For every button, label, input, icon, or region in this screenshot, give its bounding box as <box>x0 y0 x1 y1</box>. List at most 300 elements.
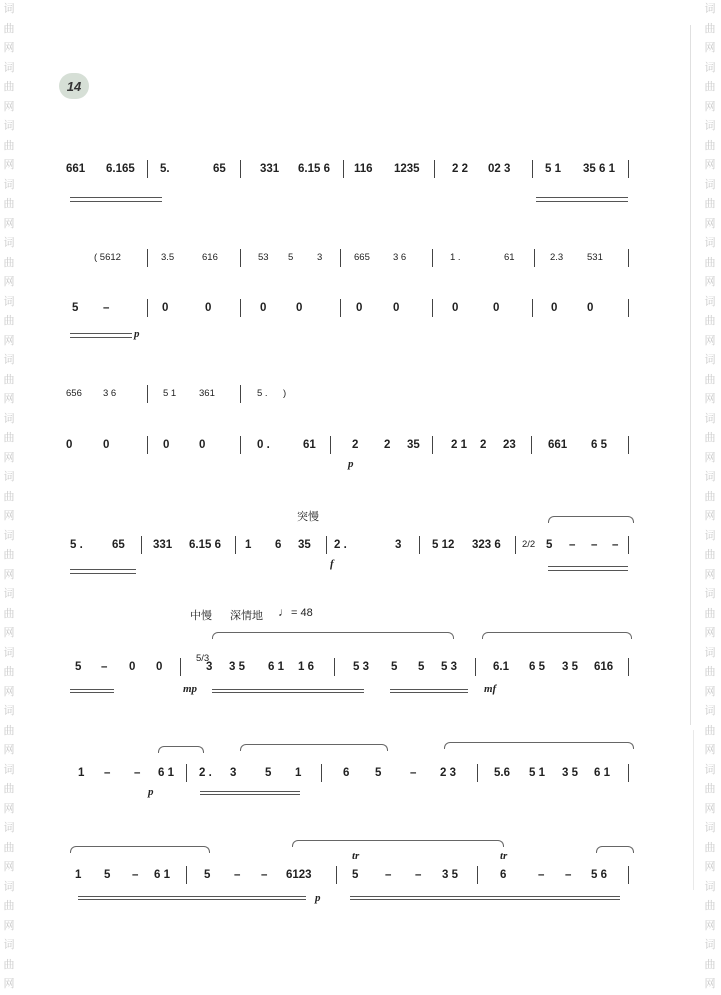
watermark-char: 词 <box>704 471 716 483</box>
note-group: 65 <box>112 539 125 551</box>
note-group: 656 <box>66 388 82 399</box>
barline <box>475 658 476 676</box>
note-group: 3 <box>317 252 323 263</box>
barline <box>186 866 187 884</box>
watermark-char: 词 <box>704 354 716 366</box>
tempo-mark: = 48 <box>291 607 313 619</box>
watermark-char: 网 <box>3 802 15 815</box>
note-group: 1235 <box>394 163 420 175</box>
watermark-char: 网 <box>3 744 15 756</box>
barline <box>326 536 327 554</box>
watermark-char: 曲 <box>3 139 15 152</box>
note-group: 61 <box>303 439 316 451</box>
slur <box>548 516 634 523</box>
barline <box>336 866 337 884</box>
watermark-char: 曲 <box>3 666 15 678</box>
slur <box>158 746 204 753</box>
note-group: 61 <box>504 252 515 263</box>
watermark-char: 曲 <box>704 315 716 327</box>
note-group: 3 5 <box>442 869 458 881</box>
watermark-char: 词 <box>3 61 15 74</box>
watermark-char: 曲 <box>3 315 15 327</box>
watermark-char: 网 <box>704 510 716 522</box>
note-group: ( 5612 <box>94 252 121 263</box>
watermark-char: 曲 <box>3 22 15 35</box>
note-group: 5 <box>418 661 425 673</box>
watermark-char: 网 <box>704 451 716 464</box>
hairpin <box>200 794 300 795</box>
note-group: 0 <box>452 302 459 314</box>
note-group: 02 3 <box>488 163 511 175</box>
score-line-2-accompaniment <box>0 249 690 267</box>
note-group: 0 <box>163 439 170 451</box>
barline <box>240 385 241 403</box>
barline <box>534 249 535 267</box>
hairpin <box>70 337 132 338</box>
watermark-char: 词 <box>704 822 716 834</box>
barline <box>147 436 148 454</box>
note-group: 0 <box>129 661 136 673</box>
watermark-char: 网 <box>704 42 716 54</box>
note-group: 6 1 <box>594 767 610 779</box>
barline <box>432 249 433 267</box>
slur <box>482 632 632 639</box>
score-line-3-main <box>0 436 690 454</box>
note-group: ) <box>283 388 287 399</box>
barline <box>515 536 516 554</box>
note-group: – <box>261 869 268 881</box>
watermark-char: 词 <box>704 646 716 659</box>
slur <box>70 846 210 853</box>
watermark-char: 网 <box>704 802 716 815</box>
watermark-char: 曲 <box>704 81 716 93</box>
note-group: 331 <box>153 539 173 551</box>
watermark-char: 词 <box>3 880 15 893</box>
note-group: 6.15 6 <box>298 163 330 175</box>
note-group: 6123 <box>286 869 312 881</box>
note-group: 5 12 <box>432 539 455 551</box>
tempo-expression: 深情地 <box>230 610 263 622</box>
slur <box>444 742 634 749</box>
note-group: 616 <box>202 252 218 263</box>
watermark-char: 曲 <box>704 139 716 152</box>
watermark-char: 网 <box>3 978 15 990</box>
note-group: 6.165 <box>106 163 135 175</box>
barline <box>147 385 148 403</box>
watermark-char: 曲 <box>3 198 15 210</box>
slur <box>240 744 388 751</box>
watermark-char: 网 <box>3 334 15 347</box>
barline <box>235 536 236 554</box>
watermark-char: 词 <box>704 3 716 15</box>
watermark-left <box>2 0 16 995</box>
note-group: 5 <box>265 767 272 779</box>
note-group: – <box>234 869 241 881</box>
watermark-char: 网 <box>704 568 716 581</box>
hairpin <box>390 692 468 693</box>
note-group: 2 . <box>334 539 347 551</box>
note-group: 5 . <box>70 539 83 551</box>
barline <box>434 160 435 178</box>
note-group: 2 <box>384 439 391 451</box>
watermark-char: 曲 <box>3 256 15 269</box>
note-group: – <box>103 302 110 314</box>
note-group: – <box>410 767 417 779</box>
watermark-char: 词 <box>3 529 15 542</box>
watermark-char: 词 <box>3 237 15 249</box>
watermark-char: 词 <box>704 939 716 951</box>
note-group: 5 1 <box>545 163 561 175</box>
watermark-char: 词 <box>704 237 716 249</box>
note-group: 6 <box>275 539 282 551</box>
watermark-char: 曲 <box>3 900 15 912</box>
note-group: 6 <box>343 767 350 779</box>
watermark-char: 曲 <box>704 666 716 678</box>
hairpin <box>70 201 162 202</box>
note-group: 23 <box>503 439 516 451</box>
watermark-char: 曲 <box>704 841 716 854</box>
watermark-char: 词 <box>3 178 15 191</box>
note-group: 5 <box>104 869 111 881</box>
watermark-char: 网 <box>704 217 716 230</box>
barline <box>180 658 181 676</box>
dynamic-mark: mp <box>183 683 198 695</box>
watermark-char: 网 <box>704 861 716 873</box>
note-group: 5 . <box>257 388 268 399</box>
note-group: 3 5 <box>562 661 578 673</box>
hairpin <box>78 896 306 897</box>
watermark-char: 词 <box>3 705 15 717</box>
barline <box>343 160 344 178</box>
barline <box>330 436 331 454</box>
watermark-char: 词 <box>3 646 15 659</box>
watermark-char: 网 <box>3 276 15 288</box>
watermark-right <box>703 0 717 995</box>
note-group: 3.5 <box>161 252 175 263</box>
trill-mark: tr <box>352 850 360 862</box>
watermark-char: 曲 <box>704 432 716 444</box>
hairpin <box>70 573 136 574</box>
quarter-note-icon: ♩ <box>278 605 290 619</box>
tempo-expression: 中慢 <box>190 610 212 622</box>
dynamic-mark: p <box>315 892 321 904</box>
barline <box>628 436 629 454</box>
hairpin <box>200 791 300 792</box>
note-group: 1 <box>245 539 252 551</box>
watermark-char: 曲 <box>3 783 15 795</box>
note-group: 5 6 <box>591 869 607 881</box>
note-group: 661 <box>66 163 86 175</box>
note-group: 1 <box>78 767 85 779</box>
watermark-char: 网 <box>3 919 15 932</box>
score-line-7 <box>0 866 690 884</box>
note-group: 5 <box>375 767 382 779</box>
watermark-char: 网 <box>704 919 716 932</box>
watermark-char: 网 <box>3 393 15 405</box>
note-group: 531 <box>587 252 603 263</box>
watermark-char: 词 <box>704 529 716 542</box>
note-group: 116 <box>354 163 373 175</box>
watermark-char: 词 <box>3 120 15 132</box>
hairpin <box>350 899 620 900</box>
note-group: 0 <box>205 302 212 314</box>
note-group: – <box>591 539 598 551</box>
trill-mark: tr <box>500 850 508 862</box>
watermark-char: 词 <box>704 178 716 191</box>
barline <box>432 299 433 317</box>
barline <box>419 536 420 554</box>
note-group: 665 <box>354 252 370 263</box>
watermark-char: 词 <box>3 588 15 600</box>
note-group: 5. <box>160 163 170 175</box>
note-group: 5 <box>204 869 211 881</box>
note-group: 6 5 <box>591 439 607 451</box>
note-group: – <box>565 869 572 881</box>
note-group: – <box>101 661 108 673</box>
watermark-char: 曲 <box>3 841 15 854</box>
watermark-char: 曲 <box>3 607 15 620</box>
watermark-char: 曲 <box>3 724 15 737</box>
note-group: 5 1 <box>529 767 545 779</box>
barline <box>147 249 148 267</box>
note-group: 3 6 <box>103 388 117 399</box>
hairpin <box>70 333 132 334</box>
score-line-5 <box>0 653 690 676</box>
watermark-char: 词 <box>3 3 15 15</box>
barline <box>147 160 148 178</box>
note-group: 6 5 <box>529 661 545 673</box>
note-group: 2 . <box>199 767 212 779</box>
watermark-char: 网 <box>3 451 15 464</box>
barline <box>477 764 478 782</box>
note-group: 5 3 <box>441 661 457 673</box>
watermark-char: 网 <box>3 685 15 698</box>
note-group: 1 . <box>450 252 461 263</box>
note-group: 2 <box>480 439 487 451</box>
note-group: – <box>385 869 392 881</box>
watermark-char: 网 <box>3 100 15 113</box>
barline <box>628 764 629 782</box>
note-group: 3 6 <box>393 252 407 263</box>
slur <box>596 846 634 853</box>
note-group: 361 <box>199 388 215 399</box>
barline <box>321 764 322 782</box>
hairpin <box>78 899 306 900</box>
watermark-char: 网 <box>704 978 716 990</box>
barline <box>531 436 532 454</box>
watermark-char: 曲 <box>704 783 716 795</box>
note-group: 3 5 <box>229 661 245 673</box>
watermark-char: 曲 <box>3 549 15 561</box>
note-group: 0 <box>156 661 163 673</box>
barline <box>628 658 629 676</box>
note-group: 6 1 <box>154 869 170 881</box>
note-group: 3 <box>395 539 402 551</box>
dynamic-mark: f <box>330 558 334 570</box>
watermark-char: 词 <box>3 471 15 483</box>
grace-note: 5/3 <box>196 653 210 664</box>
note-group: – <box>612 539 619 551</box>
note-group: 661 <box>548 439 568 451</box>
watermark-char: 曲 <box>3 81 15 93</box>
note-group: 35 <box>407 439 420 451</box>
note-group: 0 <box>493 302 500 314</box>
hairpin <box>536 197 628 198</box>
note-group: 3 <box>230 767 237 779</box>
hairpin <box>548 566 628 567</box>
watermark-char: 网 <box>3 627 15 639</box>
hairpin <box>390 689 468 690</box>
watermark-char: 网 <box>3 217 15 230</box>
note-group: 65 <box>213 163 226 175</box>
score-line-6 <box>0 764 690 782</box>
note-group: 6 1 <box>268 661 284 673</box>
watermark-char: 词 <box>3 939 15 951</box>
slur <box>292 840 504 847</box>
barline <box>432 436 433 454</box>
tempo-sudden-slow: 突慢 <box>297 511 319 523</box>
score-line-4 <box>0 536 690 554</box>
note-group: 5 1 <box>163 388 177 399</box>
note-group: 5 <box>352 869 359 881</box>
page-number-badge: 14 <box>59 73 89 99</box>
barline <box>628 249 629 267</box>
watermark-char: 曲 <box>704 22 716 35</box>
note-group: 0 <box>66 439 73 451</box>
watermark-char: 网 <box>704 685 716 698</box>
note-group: – <box>132 869 139 881</box>
watermark-char: 词 <box>704 412 716 425</box>
watermark-char: 网 <box>704 276 716 288</box>
watermark-char: 词 <box>3 295 15 308</box>
watermark-char: 词 <box>704 880 716 893</box>
barline <box>532 160 533 178</box>
note-group: – <box>538 869 545 881</box>
note-group: 5 <box>546 539 553 551</box>
hairpin <box>70 197 162 198</box>
note-group: – <box>569 539 576 551</box>
note-group: 1 <box>295 767 302 779</box>
note-group: 0 <box>296 302 303 314</box>
note-group: 0 <box>199 439 206 451</box>
watermark-char: 网 <box>704 159 716 171</box>
note-group: 616 <box>594 661 614 673</box>
barline <box>628 536 629 554</box>
barline <box>147 299 148 317</box>
note-group: 2 <box>352 439 359 451</box>
note-group: – <box>415 869 422 881</box>
note-group: 0 <box>356 302 363 314</box>
watermark-char: 网 <box>704 334 716 347</box>
watermark-char: 曲 <box>704 724 716 737</box>
watermark-char: 网 <box>704 744 716 756</box>
watermark-char: 曲 <box>704 549 716 561</box>
watermark-char: 词 <box>704 588 716 600</box>
watermark-char: 词 <box>704 705 716 717</box>
watermark-char: 曲 <box>704 607 716 620</box>
note-group: 3 <box>206 661 213 673</box>
watermark-char: 网 <box>3 42 15 54</box>
watermark-char: 词 <box>704 61 716 74</box>
barline <box>334 658 335 676</box>
note-group: 0 . <box>257 439 270 451</box>
note-group: 6 1 <box>158 767 174 779</box>
watermark-char: 曲 <box>704 198 716 210</box>
watermark-char: 曲 <box>704 900 716 912</box>
watermark-char: 曲 <box>3 490 15 503</box>
hairpin <box>70 689 114 690</box>
page-edge-line <box>693 730 694 890</box>
watermark-char: 曲 <box>704 373 716 386</box>
note-group: 2 2 <box>452 163 468 175</box>
watermark-char: 曲 <box>3 373 15 386</box>
hairpin <box>212 692 364 693</box>
watermark-char: 词 <box>3 412 15 425</box>
watermark-char: 曲 <box>704 256 716 269</box>
barline <box>532 299 533 317</box>
barline <box>477 866 478 884</box>
note-group: 6.15 6 <box>189 539 221 551</box>
barline <box>628 160 629 178</box>
dynamic-mark: p <box>348 458 354 470</box>
barline <box>628 866 629 884</box>
watermark-char: 词 <box>3 354 15 366</box>
watermark-char: 网 <box>3 159 15 171</box>
watermark-char: 网 <box>704 100 716 113</box>
hairpin <box>70 692 114 693</box>
watermark-char: 词 <box>704 120 716 132</box>
note-group: 5 3 <box>353 661 369 673</box>
note-group: 1 <box>75 869 82 881</box>
note-group: 5 <box>72 302 79 314</box>
note-group: 0 <box>587 302 594 314</box>
note-group: 3 5 <box>562 767 578 779</box>
watermark-char: 曲 <box>3 958 15 971</box>
note-group: 5.6 <box>494 767 510 779</box>
watermark-char: 网 <box>3 861 15 873</box>
time-signature: 2/2 <box>522 539 536 550</box>
barline <box>240 249 241 267</box>
watermark-char: 网 <box>704 393 716 405</box>
dynamic-mark: mf <box>484 683 497 695</box>
note-group: 5 <box>75 661 82 673</box>
barline <box>240 160 241 178</box>
note-group: 6.1 <box>493 661 509 673</box>
watermark-char: 曲 <box>704 958 716 971</box>
note-group: 2.3 <box>550 252 564 263</box>
note-group: 1 6 <box>298 661 314 673</box>
hairpin <box>350 896 620 897</box>
barline <box>628 299 629 317</box>
note-group: – <box>134 767 141 779</box>
note-group: 0 <box>103 439 110 451</box>
score-line-3-accompaniment <box>0 385 690 403</box>
watermark-char: 网 <box>704 627 716 639</box>
dynamic-mark: p <box>134 328 140 340</box>
note-group: 5 <box>288 252 294 263</box>
note-group: 323 6 <box>472 539 501 551</box>
note-group: 35 6 1 <box>583 163 615 175</box>
note-group: 2 1 <box>451 439 467 451</box>
hairpin <box>548 570 628 571</box>
dynamic-mark: p <box>148 786 154 798</box>
note-group: 0 <box>162 302 169 314</box>
note-group: 2 3 <box>440 767 456 779</box>
note-group: 0 <box>551 302 558 314</box>
note-group: – <box>104 767 111 779</box>
watermark-char: 曲 <box>3 432 15 444</box>
barline <box>240 436 241 454</box>
